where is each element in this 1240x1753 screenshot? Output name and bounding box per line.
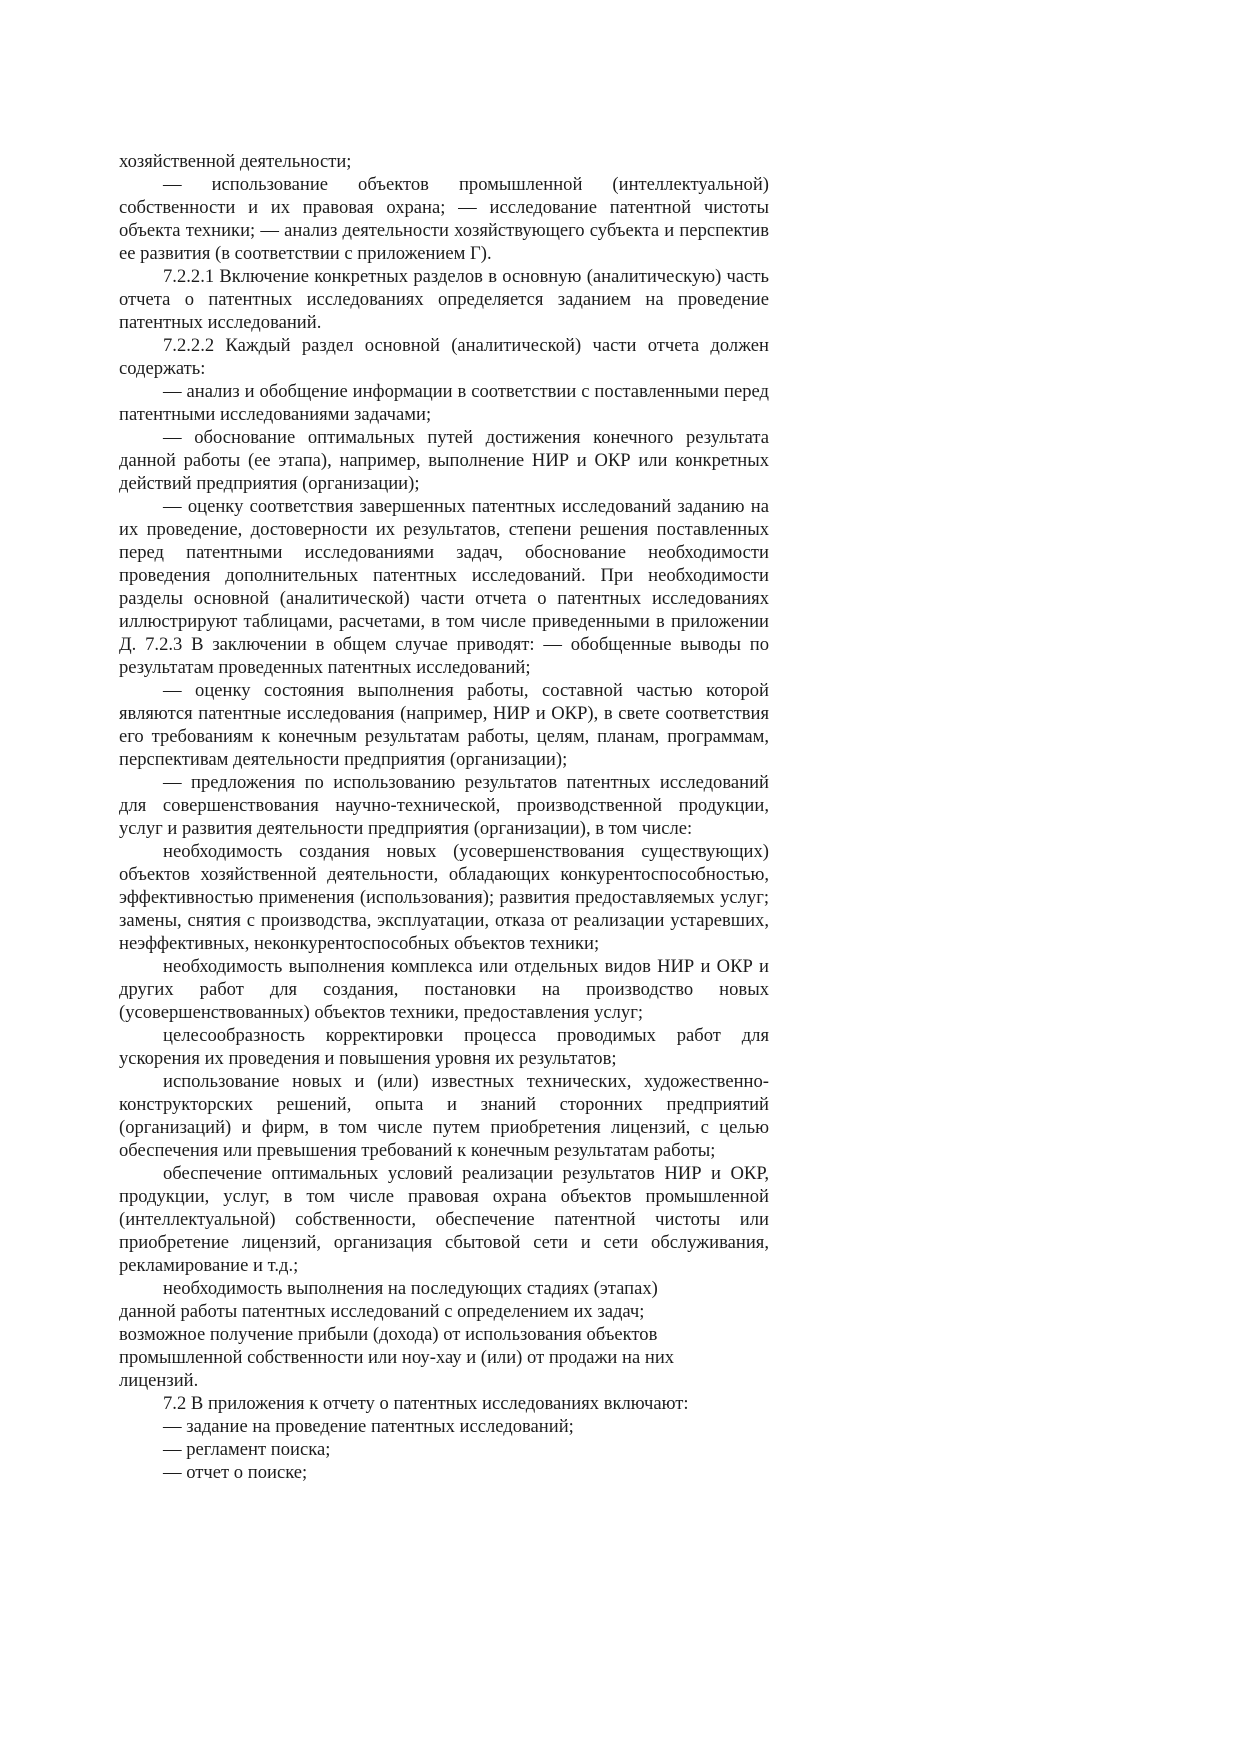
text-line-profit: возможное получение прибыли (дохода) от использования объектов (119, 1324, 658, 1345)
paragraph-external-solutions: использование новых и (или) известных технических, художественно-конструкторских решений, опыта и знаний сторонних предприятий (организаций) и фирм, в том числе путем приобретения лицензий, с целью обеспечения или превышения требований к конечным результатам работы; (119, 1071, 769, 1161)
paragraph-optimal-paths: — обоснование оптимальных путей достижения конечного результата данной работы (ее этапа), например, выполнение НИР и ОКР или конкретных действий предприятия (организации); (119, 427, 769, 494)
text-line-tasks: данной работы патентных исследований с определением их задач; (119, 1301, 645, 1322)
paragraph-new-objects: необходимость создания новых (усовершенствования существующих) объектов хозяйственной деятельности, обладающих конкурентоспособностью, эффективностью применения (использования); развития предоставляемых услуг; замены, снятия с производства, эксплуатации, отказа от реализации устаревших, неэффективных, неконкурентоспособных объектов техники; (119, 841, 769, 954)
paragraph-analysis: — анализ и обобщение информации в соответствии с поставленными перед патентными исследованиями задачами; (119, 381, 769, 425)
paragraph-7-2-2-2: 7.2.2.2 Каждый раздел основной (аналитической) части отчета должен содержать: (119, 335, 769, 379)
text-line-know-how: промышленной собственности или ноу-хау и (или) от продажи на них (119, 1347, 675, 1368)
paragraph-process-correction: целесообразность корректировки процесса проводимых работ для ускорения их проведения и повышения уровня их результатов; (119, 1025, 769, 1069)
document-page (119, 150, 769, 1484)
text-line-appendices: 7.2 В приложения к отчету о патентных исследованиях включают: (163, 1393, 689, 1414)
paragraph-optimal-conditions: обеспечение оптимальных условий реализации результатов НИР и ОКР, продукции, услуг, в том числе правовая охрана объектов промышленной (интеллектуальной) собственности, обеспечение патентной чистоты или приобретение лицензий, организация сбытовой сети и сети обслуживания, рекламирование и т.д.; (119, 1163, 769, 1276)
paragraph-7-2-2-1: 7.2.2.1 Включение конкретных разделов в основную (аналитическую) часть отчета о патентных исследованиях определяется заданием на проведение патентных исследований. (119, 266, 769, 333)
list-item-assignment: — задание на проведение патентных исследований; (163, 1416, 574, 1437)
text-line-licenses: лицензий. (119, 1370, 199, 1391)
paragraph-proposals: — предложения по использованию результатов патентных исследований для совершенствования научно-технической, производственной продукции, услуг и развития деятельности предприятия (организации), в том числе: (119, 772, 769, 839)
list-item-search-report: — отчет о поиске; (163, 1462, 308, 1483)
paragraph-continuation: хозяйственной деятельности; (119, 151, 352, 172)
paragraph-patent-purity: — использование объектов промышленной (интеллектуальной) собственности и их правовая охрана; — исследование патентной чистоты объекта техники; — анализ деятельности хозяйствующего субъекта и перспектив ее развития (в соответствии с приложением Г). (119, 174, 769, 264)
paragraph-assessment: — оценку соответствия завершенных патентных исследований заданию на их проведение, достоверности их результатов, степени решения поставленных перед патентными исследованиями задач, обоснование необходимости проведения дополнительных патентных исследований. При необходимости разделы основной (аналитической) части отчета о патентных исследованиях иллюстрируют таблицами, расчетами, в том числе приведенными в приложении Д. 7.2.3 В заключении в общем случае приводят: — обобщенные выводы по результатам проведенных патентных исследований; (119, 496, 769, 678)
text-line-later-stages: необходимость выполнения на последующих стадиях (этапах) (163, 1278, 658, 1299)
paragraph-work-status: — оценку состояния выполнения работы, составной частью которой являются патентные исследования (например, НИР и ОКР), в свете соответствия его требованиям к конечным результатам работы, целям, планам, программам, перспективам деятельности предприятия (организации); (119, 680, 769, 770)
paragraph-rd-complex: необходимость выполнения комплекса или отдельных видов НИР и ОКР и других работ для создания, постановки на производство новых (усовершенствованных) объектов техники, предоставления услуг; (119, 956, 769, 1023)
list-item-search-regulation: — регламент поиска; (163, 1439, 331, 1460)
